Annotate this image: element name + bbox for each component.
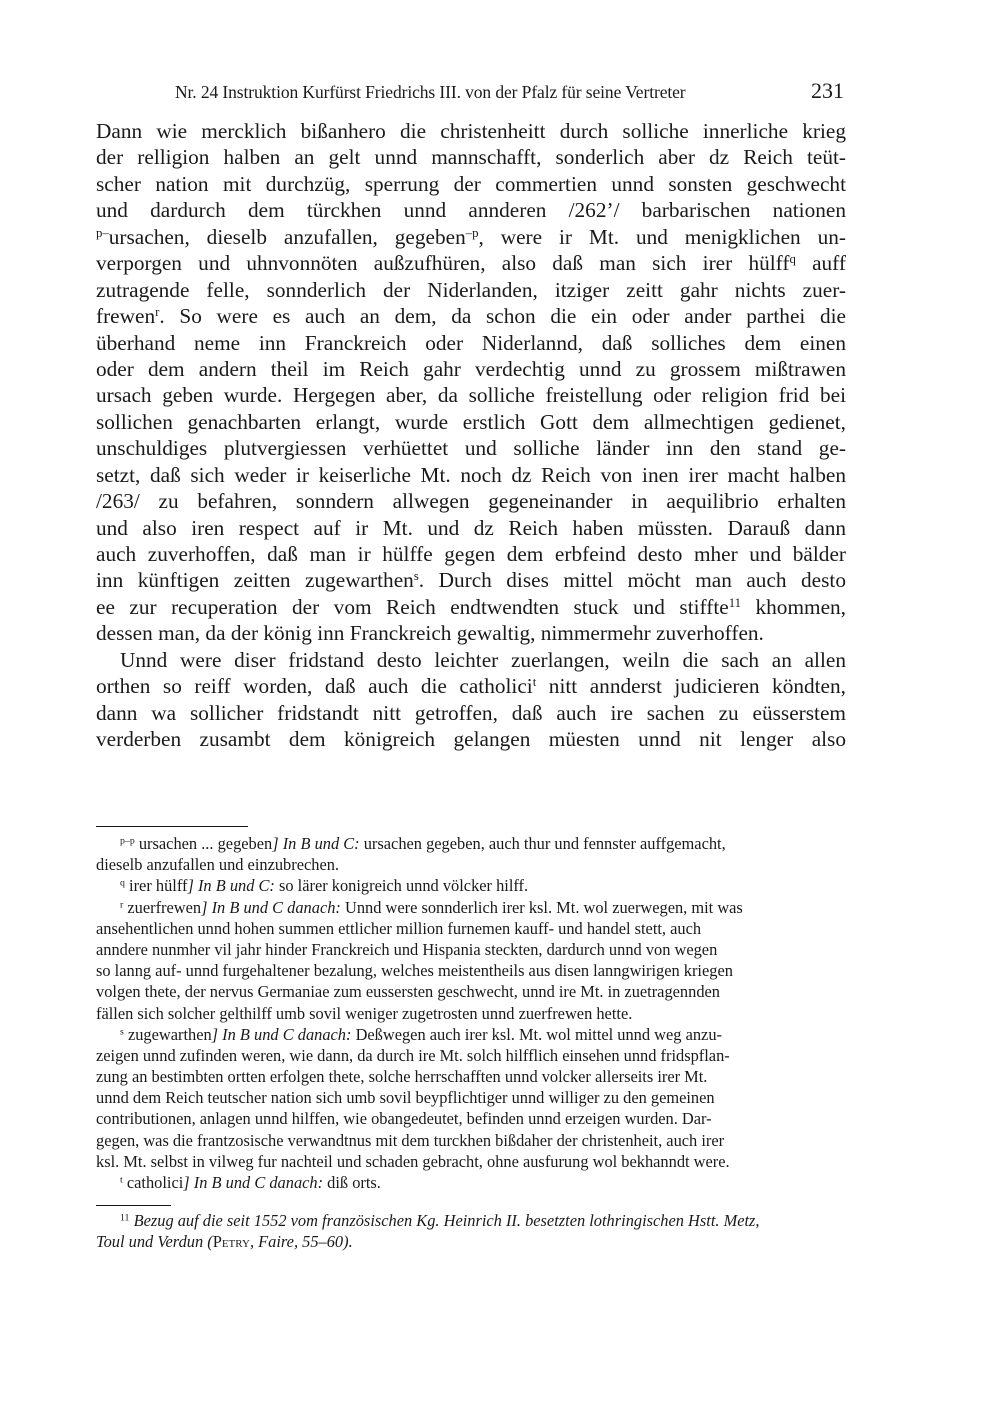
footnote-line: $^{p-p}$ ursachen ... gegeben] In B und C: ursachen gegeben, auch thur und fennster auffgemacht,: [120, 834, 726, 853]
note-marker: s: [120, 1026, 124, 1038]
text-line: $^{p-}$ursachen, dieselb anzufallen, gegeben$^{-p}$, were ir Mt. und menigklichen un-: [96, 224, 846, 249]
footnote-line: dieselb anzufallen und einzubrechen.: [96, 855, 340, 875]
page-number: 231: [811, 78, 844, 103]
text-line: ee zur recuperation der vom Reich endtwendten stuck und stiffte$^{11}$ khommen,: [96, 594, 846, 619]
note-marker: –p: [465, 225, 479, 240]
text-line: dann wa sollicher fridstandt nitt getroffen, daß auch ire sachen zu eüsserstem: [96, 700, 846, 725]
footnote-line: fällen sich solcher gelthilff umb sovil weniger zugetrosten unnd zuerfrewen hette.: [96, 1003, 633, 1023]
commentary-notes: [96, 1210, 846, 1252]
text-line: und dardurch dem türckhen unnd annderen /262’/ barbarischen nationen: [96, 198, 846, 223]
text-line: überhand neme inn Franckreich oder Niderlannd, daß solliches dem einen: [96, 330, 846, 355]
note-marker: 11: [728, 595, 741, 610]
text-line: sollichen genachbarten erlangt, wurde erstlich Gott dem allmechtigen gedienet,: [96, 409, 846, 434]
footnote-line: volgen thete, der nervus Germaniae zum eussersten geschwecht, unnd ire Mt. in zuetragennden: [96, 982, 720, 1002]
commentary-rule: [96, 1205, 171, 1206]
note-marker: q: [120, 877, 125, 889]
text-line: frewen$^r$. So were es auch an dem, da schon die ein oder ander parthei die: [96, 304, 846, 329]
footnote-line: gegen, was die frantzosische verwandtnus mit dem turckhen bißdaher der christenheit, auch irer: [96, 1130, 725, 1150]
footnote-line: unnd dem Reich teutscher nation sich umb sovil beypflichtiger unnd williger zu den gemeinen: [96, 1088, 715, 1108]
footnote-line: $^s$ zugewarthen] In B und C danach: Deßwegen auch irer ksl. Mt. wol mittel unnd weg anzu-: [120, 1024, 722, 1044]
note-marker: r: [155, 305, 160, 320]
footnote-line: ksl. Mt. selbst in vilweg fur nachteil und schaden gebracht, ohne ausfurung wol bekhanndt were.: [96, 1151, 730, 1171]
footnote-line: ansehentlichen unnd hohen summen ettlicher million furnemen kauff- und handel stett, auch: [96, 918, 702, 938]
page-header: [96, 78, 846, 108]
note-marker: s: [413, 569, 419, 584]
textual-apparatus: [96, 833, 846, 1193]
note-marker: t: [120, 1174, 123, 1186]
footnote-line: zeigen unnd zufinden weren, wie dann, da durch ire Mt. solch hilfflich einsehen unnd fridspflan-: [96, 1045, 730, 1065]
footnote-line: $^{11}$ Bezug auf die seit 1552 vom französischen Kg. Heinrich II. besetzten lothringischen Hstt. Metz,: [120, 1211, 760, 1230]
main-text: [96, 118, 846, 753]
text-line: verporgen und uhnvonnöten außzufhüren, also daß man sich irer hülff$^q$ auff: [96, 251, 846, 276]
footnote-line: contributionen, anlagen unnd hilffen, wie obangedeutet, befinden unnd erzeigen wurden. Dar-: [96, 1109, 712, 1129]
text-line: unschuldiges plutvergiessen verhüettet und solliche länder inn den stand ge-: [96, 436, 846, 461]
text-line: setzt, daß sich weder ir keiserliche Mt. noch dz Reich von inen irer macht halben: [96, 462, 846, 487]
text-line: der relligion halben an gelt unnd mannschafft, sonderlich aber dz Reich teüt-: [96, 145, 846, 170]
text-line: zutragende felle, sonnderlich der Niderlanden, itziger zeitt gahr nichts zuer-: [96, 277, 846, 302]
footnote-line: so lanng auf- unnd furgehaltener bezalung, welches meistentheils aus disen lanngwirigen kriegen: [96, 961, 733, 981]
footnote-line: $^q$ irer hülff] In B und C: so lärer konigreich unnd völcker hilff.: [120, 876, 529, 896]
note-marker: p–p: [120, 835, 135, 847]
footnote-line: anndere nunmher vil jahr hinder Franckreich und Hispania steckten, dardurch unnd von wegen: [96, 939, 718, 959]
text-line: dessen man, da der könig inn Franckreich gewaltig, nimmermehr zuverhoffen.: [96, 621, 764, 646]
note-marker: r: [120, 899, 124, 911]
footnote-line: $^t$ catholici] In B und C danach: diß orts.: [120, 1173, 381, 1192]
text-line: oder dem andern theil im Reich gahr verdechtig unnd zu grossem mißtrawen: [96, 356, 846, 381]
text-line: auch zuverhoffen, daß man ir hülffe gegen dem erbfeind desto mher und bälder: [96, 542, 846, 566]
text-line: Dann wie mercklich bißanhero die christenheitt durch solliche innerliche krieg: [96, 119, 846, 143]
text-line: ursach geben wurde. Hergegen aber, da solliche freistellung oder religion frid bei: [96, 383, 846, 408]
footnote-line: Toul und Verdun (Petry, Faire, 55–60).: [96, 1232, 353, 1252]
text-line: /263/ zu befahren, sonndern allwegen gegeneinander in aequilibrio erhalten: [96, 489, 846, 514]
text-line: inn künftigen zeitten zugewarthen$^s$. Durch dises mittel möcht man auch desto: [96, 568, 846, 593]
note-marker: q: [789, 252, 796, 267]
running-head: Nr. 24 Instruktion Kurfürst Friedrichs III. von der Pfalz für seine Vertreter: [175, 82, 686, 102]
text-line: und also iren respect auf ir Mt. und dz Reich haben müssten. Darauß dann: [96, 515, 846, 540]
note-marker: 11: [120, 1212, 130, 1224]
footnote-line: $^r$ zuerfrewen] In B und C danach: Unnd were sonnderlich irer ksl. Mt. wol zuerwegen, mit was: [120, 897, 743, 917]
note-marker: p–: [96, 225, 109, 240]
text-line: scher nation mit durchzüg, sperrung der commertien unnd sonsten geschwecht: [96, 171, 846, 196]
footnote-line: zung an bestimbten ortten erfolgen thete, solche herrschafften unnd volcker allerseits irer Mt.: [96, 1067, 708, 1087]
text-line: verderben zusambt dem königreich gelangen müesten unnd nit lenger also: [96, 727, 846, 752]
text-line: Unnd were diser fridstand desto leichter zuerlangen, weiln die sach an allen: [120, 647, 846, 672]
text-line: orthen so reiff worden, daß auch die catholici$^t$ nitt annderst judicieren köndten,: [96, 674, 846, 699]
footnote-rule: [96, 826, 248, 827]
note-marker: t: [532, 675, 537, 690]
